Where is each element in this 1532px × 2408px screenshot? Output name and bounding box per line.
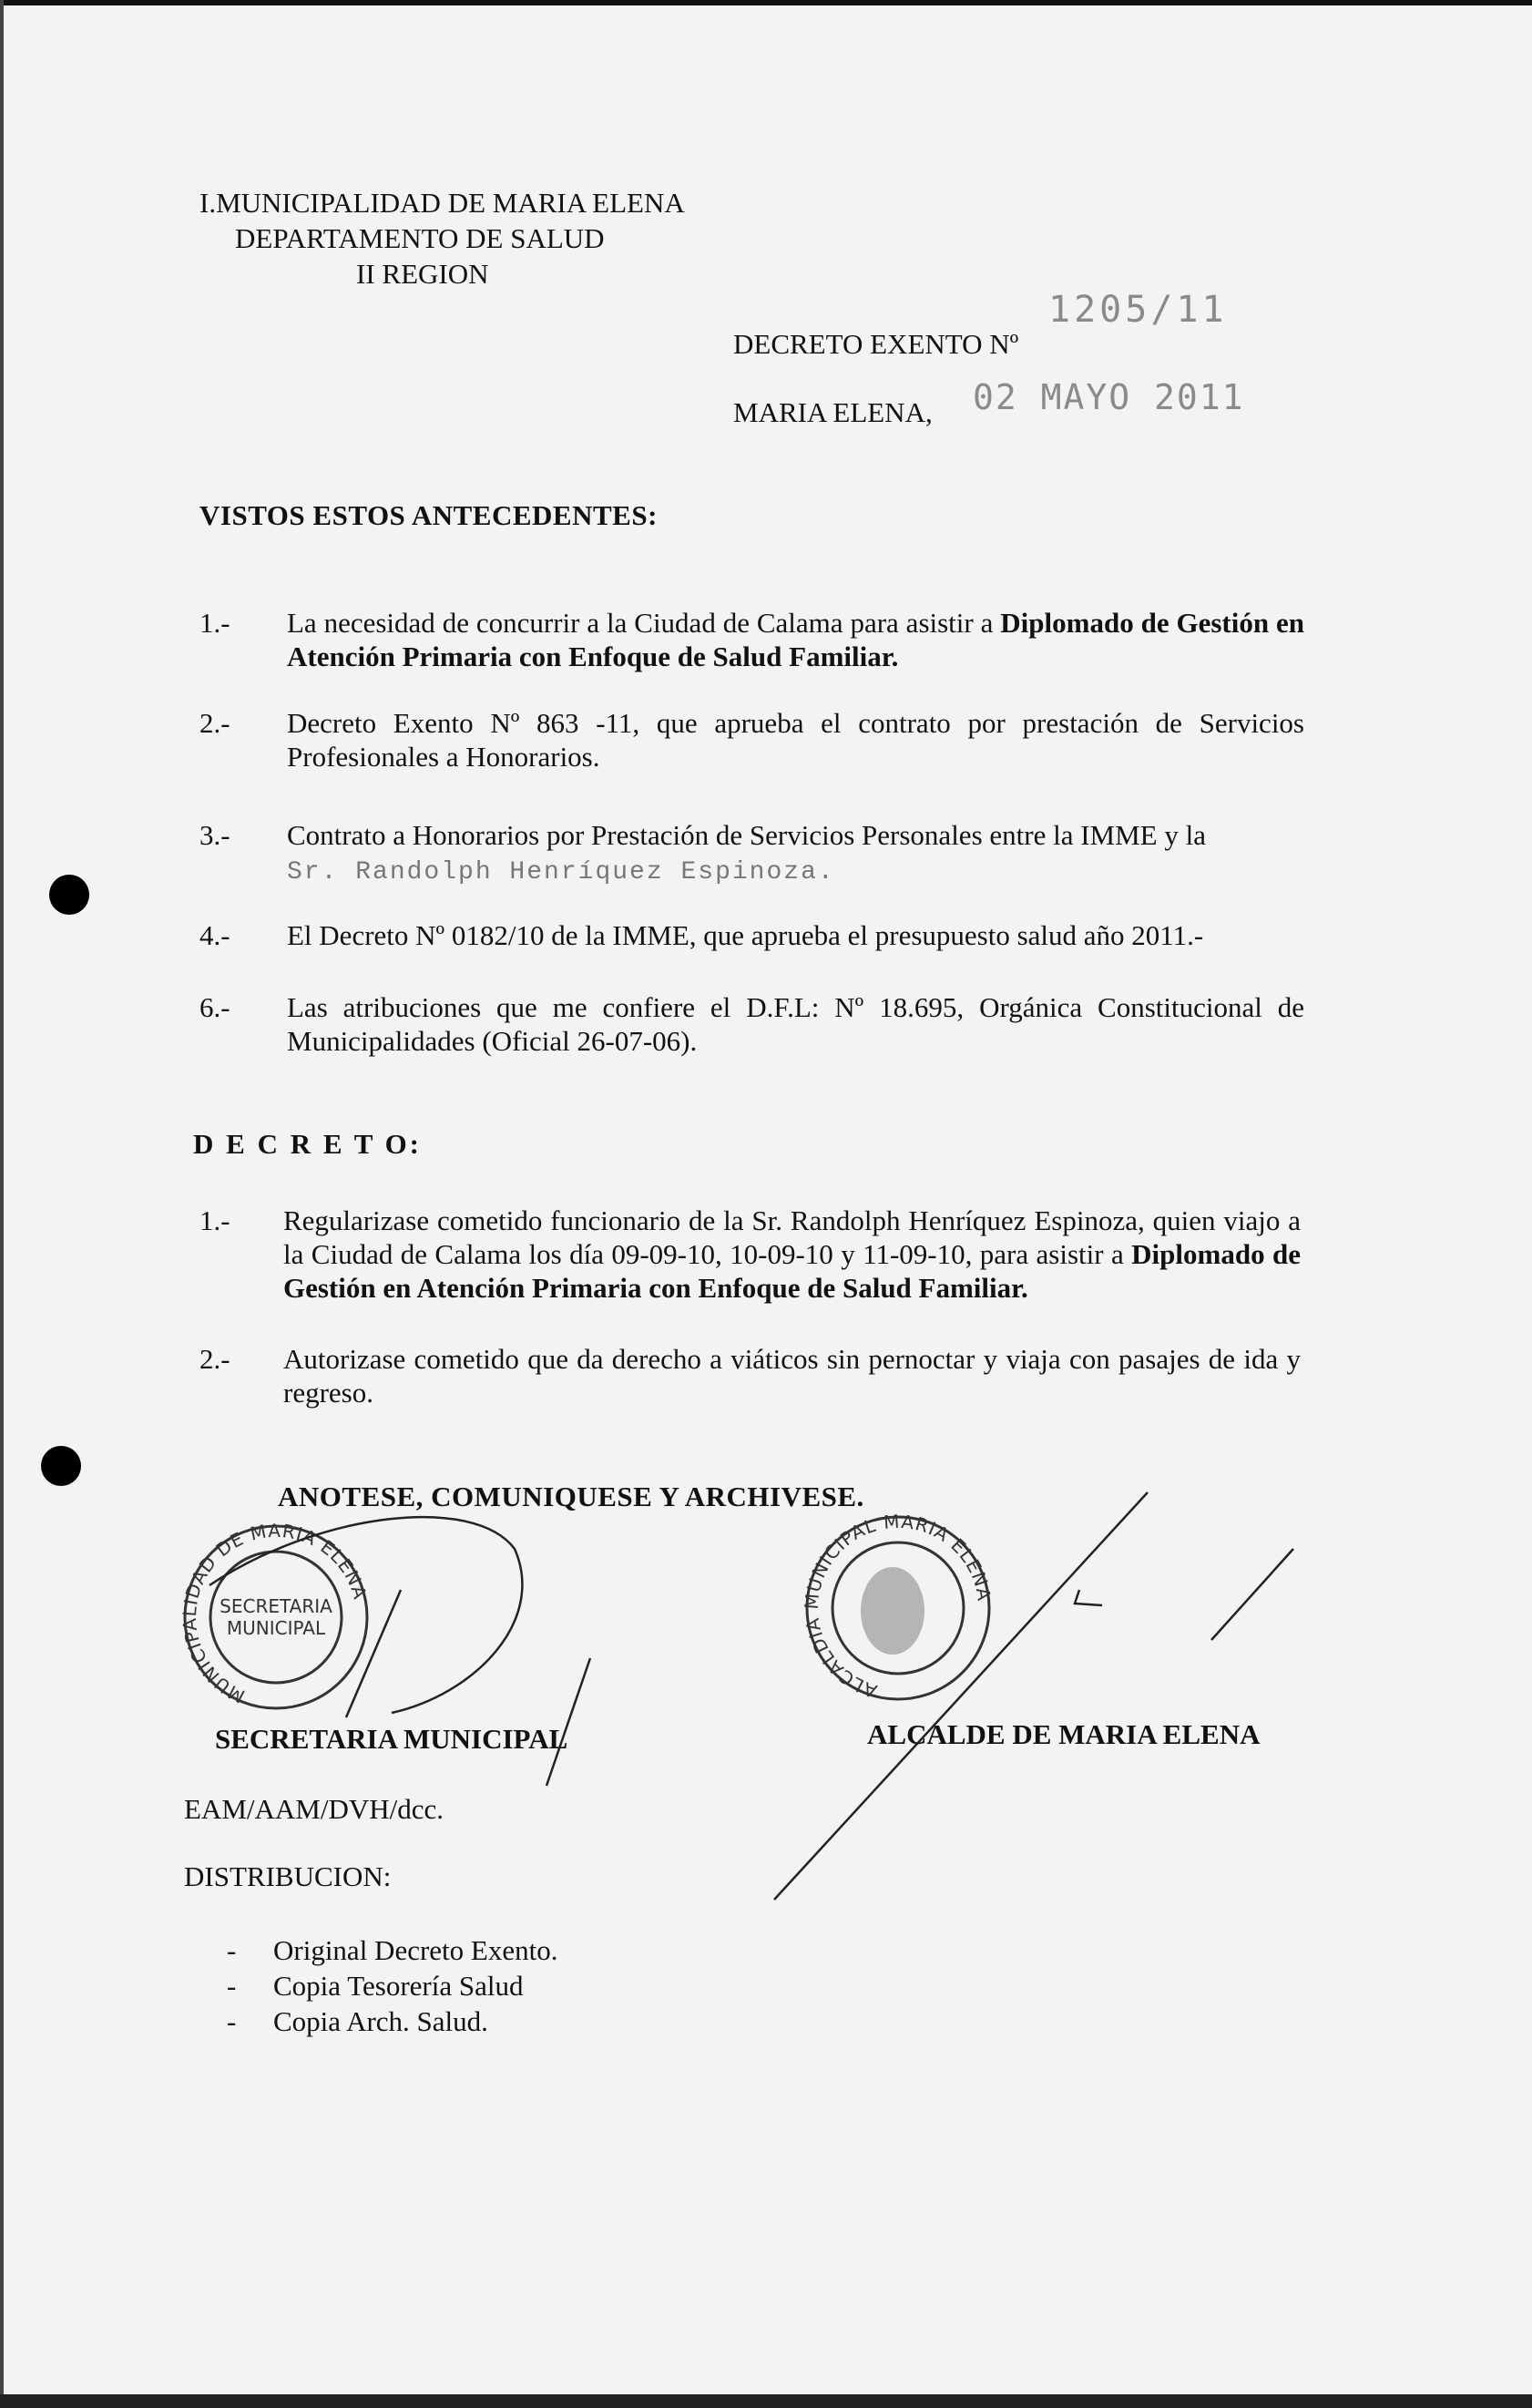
secretaria-signature-title: SECRETARIA MUNICIPAL xyxy=(215,1723,568,1755)
list-dash: - xyxy=(227,1970,237,2002)
item-number: 2.- xyxy=(199,1343,230,1375)
secretaria-seal-center: SECRETARIA MUNICIPAL xyxy=(220,1595,332,1639)
decreto-heading: D E C R E T O: xyxy=(193,1128,423,1160)
list-dash: - xyxy=(227,2005,237,2037)
alcalde-signature-title: ALCALDE DE MARIA ELENA xyxy=(867,1718,1261,1750)
initials: EAM/AAM/DVH/dcc. xyxy=(184,1793,444,1825)
item-text: Regularizase cometido funcionario de la Sr. Randolph Henríquez Espinoza, quien viajo a la Ciudad de Calama los día 09-09-10, 10-09-10 y 11-09-10, para asistir a Diplomado de Gestión en Atención Primaria con Enfoque de Salud Familiar. xyxy=(283,1204,1301,1304)
item-number: 1.- xyxy=(199,607,230,639)
list-dash: - xyxy=(227,1934,237,1966)
decree-number-stamp: 1205/11 xyxy=(1048,289,1228,331)
decree-label: DECRETO EXENTO Nº xyxy=(733,328,1019,360)
item-text: Autorizase cometido que da derecho a viáticos sin pernoctar y viaja con pasajes de ida y regreso. xyxy=(283,1343,1301,1409)
list-item: Copia Arch. Salud. xyxy=(273,2005,488,2037)
item-number: 4.- xyxy=(199,919,230,951)
decree-date-stamp: 02 MAYO 2011 xyxy=(973,377,1245,417)
list-item: Copia Tesorería Salud xyxy=(273,1970,524,2002)
item-text: La necesidad de concurrir a la Ciudad de Calama para asistir a Diplomado de Gestión en Atención Primaria con Enfoque de Salud Familiar. xyxy=(287,607,1304,672)
item-text: Decreto Exento Nº 863 -11, que aprueba el contrato por prestación de Servicios Profesionales a Honorarios. xyxy=(287,707,1304,773)
item-number: 2.- xyxy=(199,707,230,739)
secretaria-seal-text: MUNICIPALIDAD DE MARIA ELENA xyxy=(178,1519,372,1708)
list-item: Original Decreto Exento. xyxy=(273,1934,558,1966)
decree-place: MARIA ELENA, xyxy=(733,396,933,428)
item-number: 3.- xyxy=(199,819,230,851)
item-text: El Decreto Nº 0182/10 de la IMME, que aprueba el presupuesto salud año 2011.- xyxy=(287,919,1204,951)
signature-strokes xyxy=(209,1492,1293,1900)
vistos-heading: VISTOS ESTOS ANTECEDENTES: xyxy=(199,499,658,531)
item-number: 6.- xyxy=(199,991,230,1023)
header-line-1: I.MUNICIPALIDAD DE MARIA ELENA xyxy=(199,187,685,219)
alcaldia-seal-text: ALCALDIA MUNICIPAL MARIA ELENA xyxy=(800,1510,996,1703)
distribucion-heading: DISTRIBUCION: xyxy=(184,1860,392,1892)
closing-formula: ANOTESE, COMUNIQUESE Y ARCHIVESE. xyxy=(278,1481,864,1512)
header-line-3: II REGION xyxy=(356,258,489,290)
item-text: Contrato a Honorarios por Prestación de Servicios Personales entre la IMME y la Sr. Randolph Henríquez Espinoza. xyxy=(287,819,1206,886)
header-line-2: DEPARTAMENTO DE SALUD xyxy=(235,222,605,254)
item-number: 1.- xyxy=(199,1204,230,1236)
item-text: Las atribuciones que me confiere el D.F.L: Nº 18.695, Orgánica Constitucional de Municipalidades (Oficial 26-07-06). xyxy=(287,991,1304,1057)
